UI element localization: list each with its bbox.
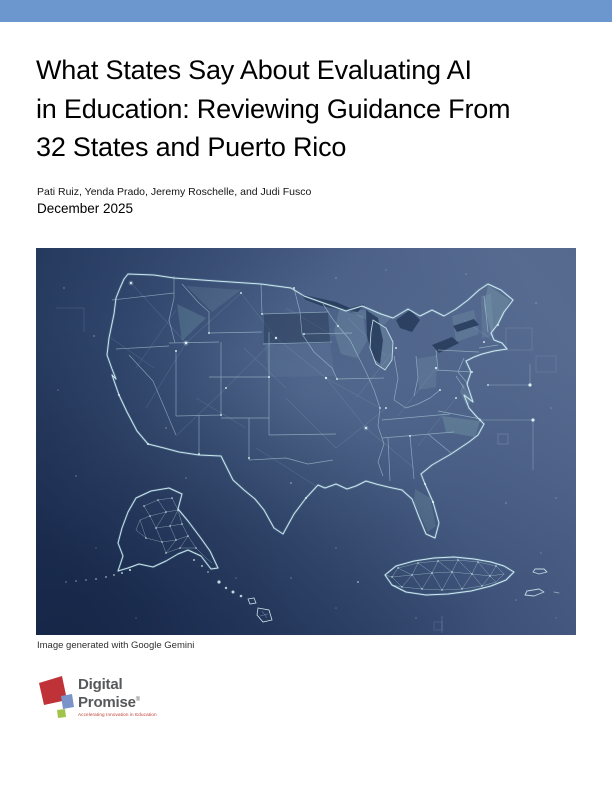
title-line-3: 32 States and Puerto Rico xyxy=(36,132,347,162)
digital-promise-logo xyxy=(36,674,186,730)
logo-word-digital: Digital xyxy=(78,676,123,693)
us-map-cover-image xyxy=(36,248,576,635)
logo-wordmark xyxy=(78,678,157,717)
us-map-network-illustration xyxy=(36,248,576,635)
page-title xyxy=(36,51,581,167)
title-line-1: What States Say About Evaluating AI xyxy=(36,55,472,85)
authors-line: Pati Ruiz, Yenda Prado, Jeremy Roschelle, and Judi Fusco xyxy=(37,186,312,198)
registered-trademark-symbol: ® xyxy=(135,696,141,703)
top-accent-bar xyxy=(0,0,612,22)
title-line-2: in Education: Reviewing Guidance From xyxy=(36,93,511,124)
publication-date: December 2025 xyxy=(37,201,134,216)
digital-promise-logo-mark-icon xyxy=(36,674,76,722)
image-caption: Image generated with Google Gemini xyxy=(37,640,195,651)
logo-tagline: Accelerating Innovation in Education xyxy=(78,711,157,717)
logo-word-promise: Promise® xyxy=(78,693,141,711)
